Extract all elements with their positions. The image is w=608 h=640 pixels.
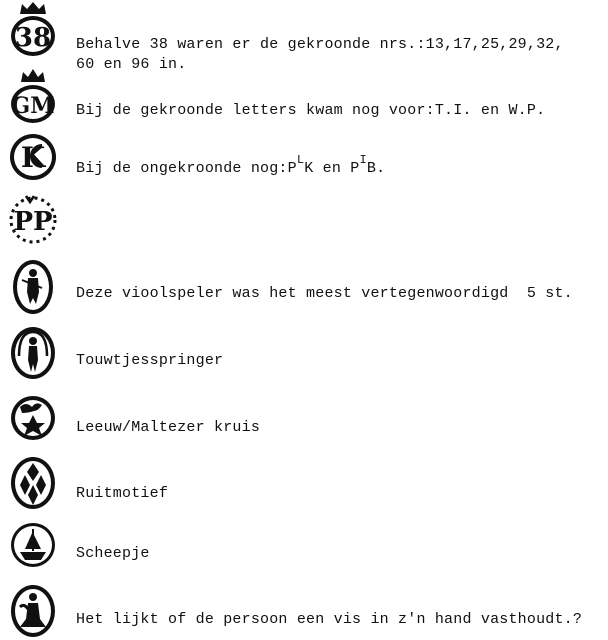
rope-jumper-mark-icon: [8, 324, 58, 382]
violinist-mark-icon: [8, 258, 58, 316]
diamond-motif-mark-icon: [8, 455, 58, 511]
entry-diamond-text: Ruitmotief: [76, 485, 169, 502]
entry-ship-text: Scheepje: [76, 545, 150, 562]
svg-text:38: 38: [14, 23, 52, 53]
entry-kc-text: Bij de ongekroonde $nog:P^LK$ en $P^IB$.: [76, 153, 386, 177]
crowned-gm-mark-icon: [8, 66, 58, 124]
crowned-38-mark-icon: [8, 0, 58, 58]
kc-mark-icon: [8, 132, 58, 182]
entry-rope-jumper-text: Touwtjesspringer: [76, 352, 224, 369]
ship-mark-icon: [8, 519, 58, 571]
pp-dotted-mark-icon: [8, 190, 58, 246]
svg-text:K: K: [20, 141, 46, 174]
entry-fish-text: Het lijkt of de persoon een vis in z'n hand vasthoudt.?: [76, 611, 583, 628]
entry-lion-text: Leeuw/Maltezer kruis: [76, 419, 261, 436]
svg-text:GM: GM: [11, 93, 55, 119]
entry-gm-text: Bij de gekroonde letters kwam nog voor:T.I. en W.P.: [76, 102, 546, 119]
svg-text:PP: PP: [13, 207, 53, 237]
person-with-fish-mark-icon: [8, 583, 58, 639]
entry-violinist-text: Deze vioolspeler was het meest vertegenwoordigd 5 st.: [76, 285, 573, 302]
lion-maltese-cross-mark-icon: [8, 393, 58, 443]
entry-38-text: Behalve 38 waren er de gekroonde nrs.:13,17,25,29,32, 60 en 96 in.: [76, 36, 564, 73]
